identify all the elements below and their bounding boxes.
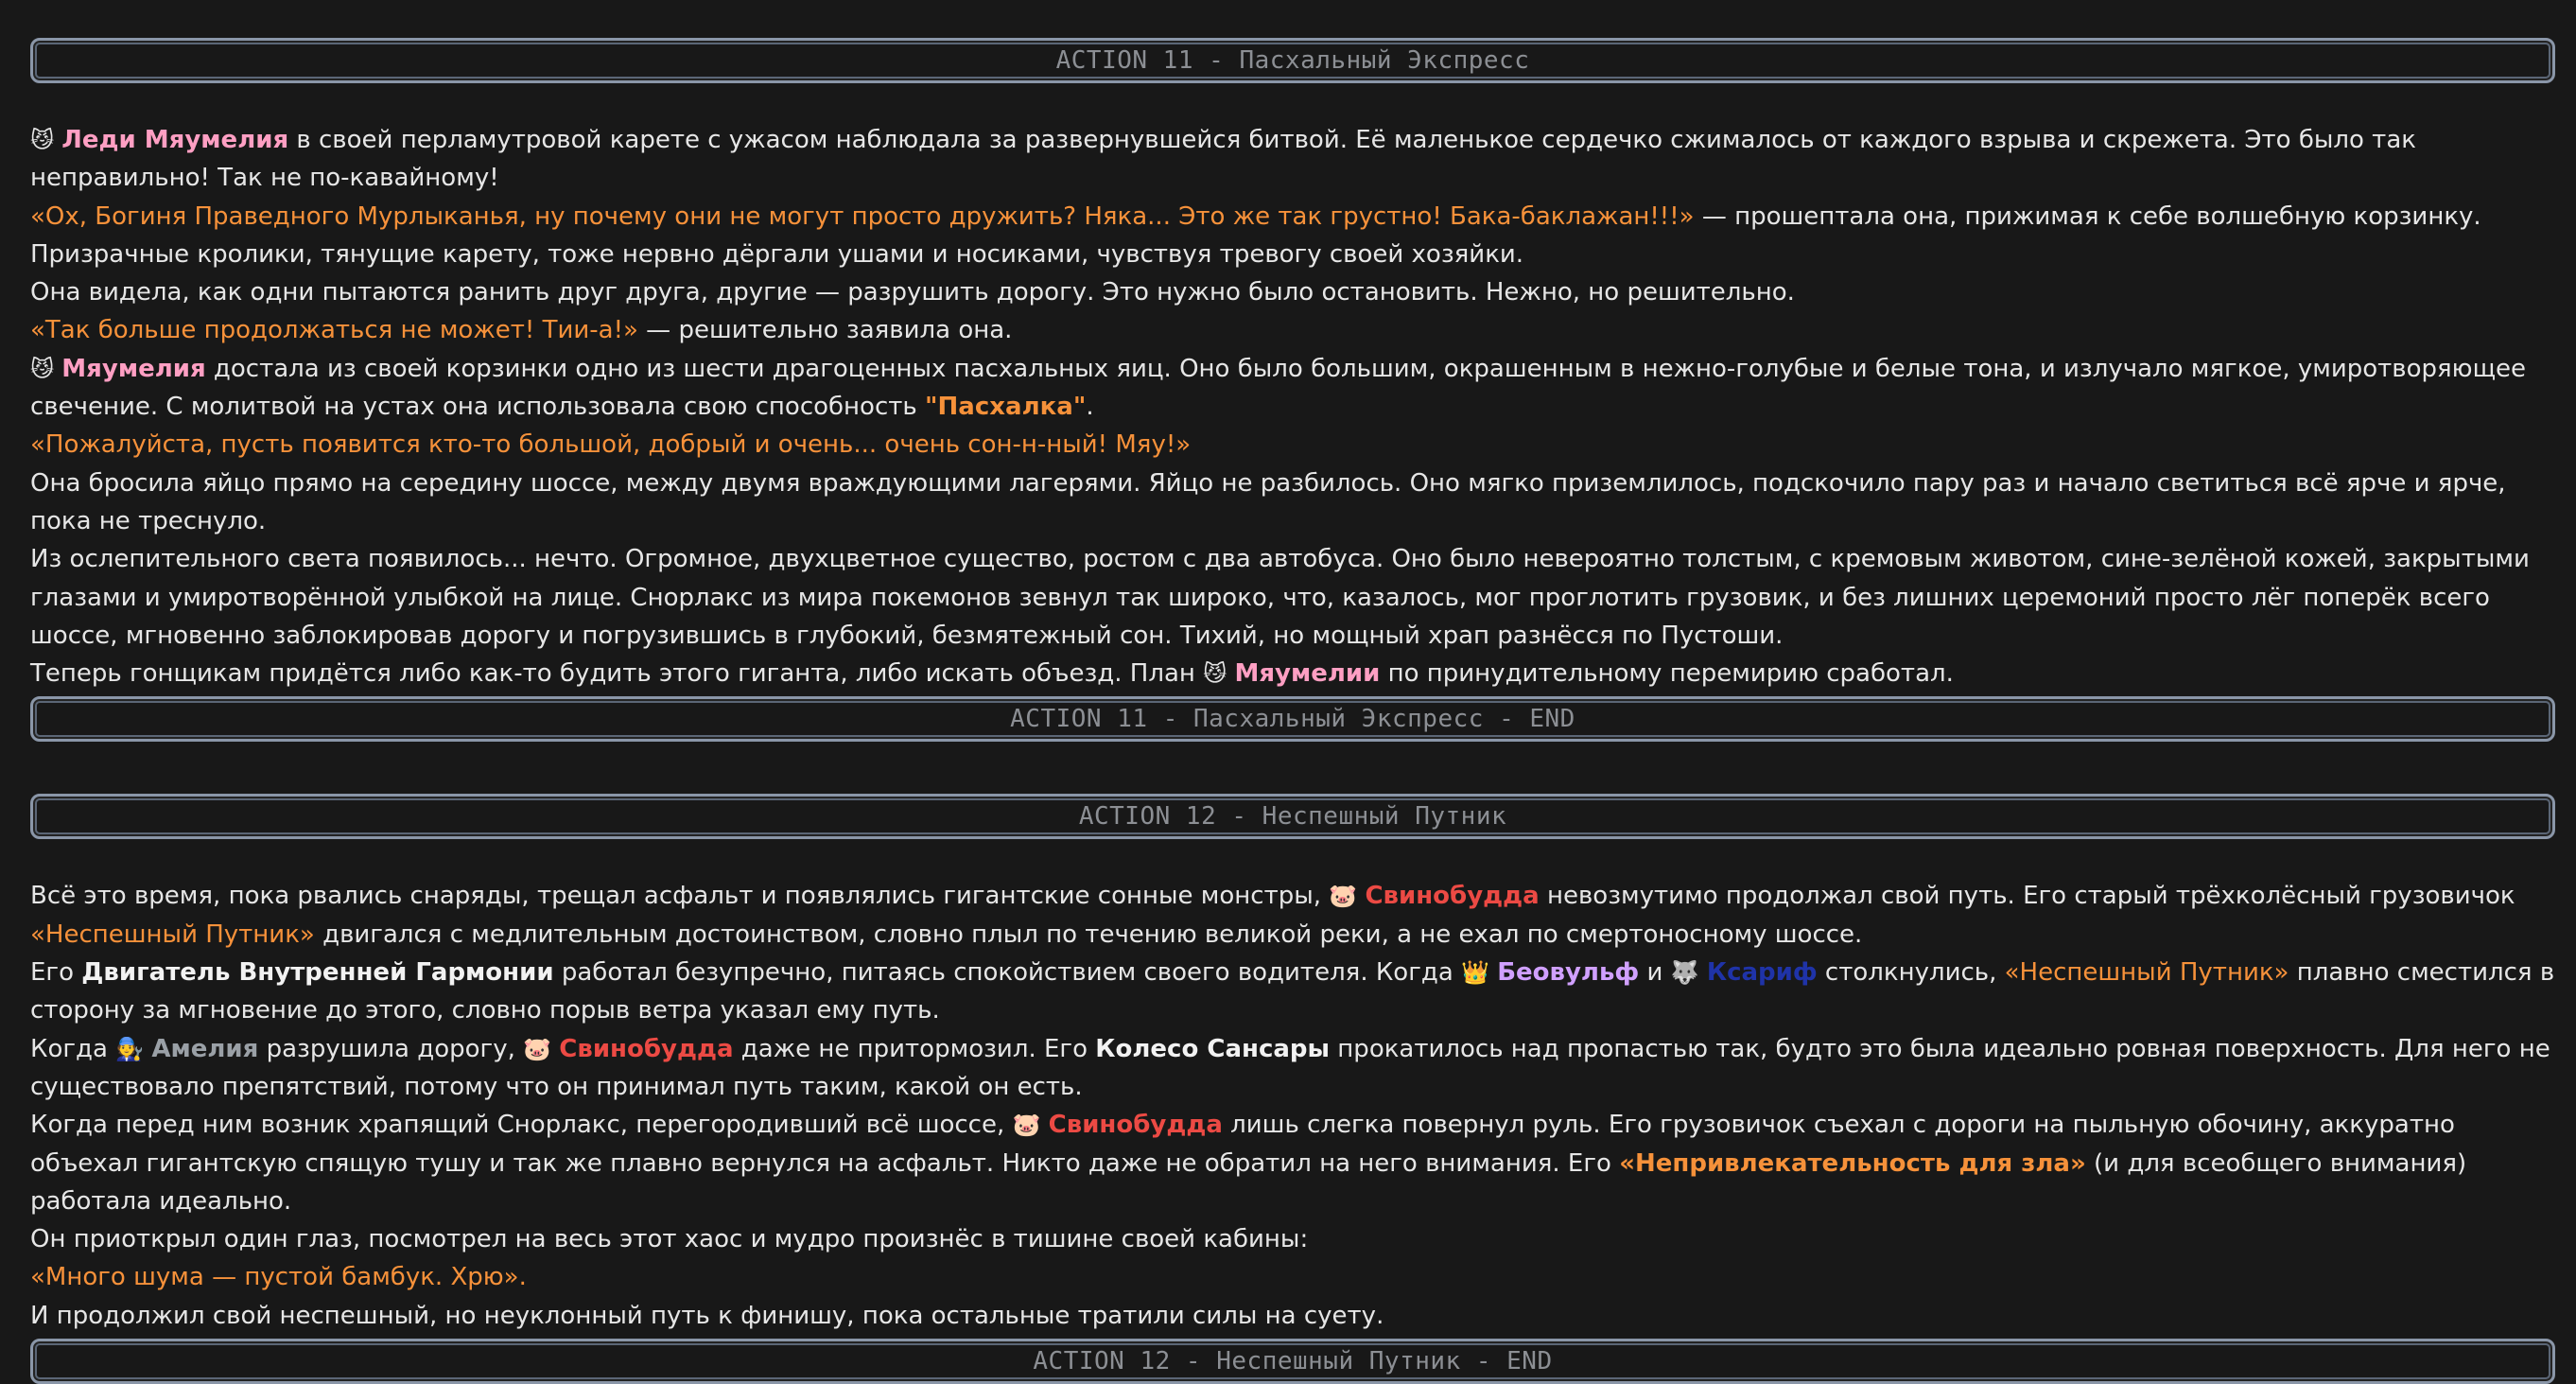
narration: — решительно заявила она. [637,316,1013,345]
narration: столкнулись, [1817,958,2005,988]
quote-paragraph: «Пожалуйста, пусть появится кто-то большой, добрый и очень... очень сон-н-ный! Мяу!» [30,430,1192,460]
paragraph: И продолжил свой неспешный, но неуклонный путь к финишу, пока остальные тратили силы на суету. [30,1301,1384,1330]
narration: в своей перламутровой карете с ужасом наблюдала за развернувшейся битвой. Её маленькое сердечко сжималось от каждого взрыва и скрежета. Это было так неправильно! Так не по-кавайному! [30,126,2416,193]
paragraph: Из ослепительного света появилось... нечто. Огромное, двухцветное существо, ростом с два автобуса. Оно было невероятно толстым, с кремовым животом, сине-зелёной кожей, закрытыми глазами и умиротворённой улыбкой на лице. Снорлакс из мира покемонов зевнул так широко, что, казалось, мог проглотить грузовик, и без лишних церемоний просто лёг поперёк всего шоссе, мгновенно заблокировав дорогу и погрузившись в глубокий, безмятежный сон. Тихий, но мощный храп разнёсся по Пустоши. [30,545,2530,650]
narration: — прошептала она, прижимая к себе волшебную корзинку. Призрачные кролики, тянущие карету, тоже нервно дёргали ушами и носиками, чувствуя тревогу своей хозяйки. [30,201,2481,269]
narration: двигался с медлительным достоинством, словно плыл по течению великой реки, а не ехал по смертоносному шоссе. [314,920,1863,949]
paragraph [30,350,2555,427]
item-name: Колесо Сансары [1095,1034,1331,1063]
paragraph [30,311,2555,349]
cat-face-icon: 😼 [30,355,55,382]
paragraph [30,954,2555,1030]
narration: (и для всеобщего внимания) работала идеально. [30,1148,2467,1216]
ability-name: «Непривлекательность для зла» [1619,1148,2086,1178]
vehicle-name: «Неспешный Путник» [30,920,315,949]
narration: разрушила дорогу, [258,1034,524,1063]
narration: плавно сместился в сторону за мгновение до этого, словно порыв ветра указал ему путь. [30,958,2555,1025]
narration: прокатилось над пропастью так, будто это была идеально ровная поверхность. Для него не существовало препятствий, потому что он принимал путь таким, какой он есть. [30,1034,2550,1101]
narration: Теперь гонщикам придётся либо как-то будить этого гиганта, либо искать объезд. План [30,659,1204,689]
paragraph [30,121,2555,198]
character-name: Беовульф [1497,958,1640,988]
vehicle-name: «Неспешный Путник» [2004,958,2289,988]
action-12-footer: ACTION 12 - Неспешный Путник - END [30,1339,2555,1384]
character-name: Леди Мяумелия [61,126,289,154]
pig-face-icon: 🐷 [1329,883,1358,910]
action-12-header: ACTION 12 - Неспешный Путник [30,794,2555,839]
narration: Когда перед ним возник храпящий Снорлакс, перегородивший всё шоссе, [30,1111,1013,1140]
quote-paragraph: «Много шума — пустой бамбук. Хрю». [30,1263,527,1292]
action-11-header: ACTION 11 - Пасхальный Экспресс [30,38,2555,83]
character-name: Мяумелии [1234,659,1381,689]
pig-face-icon: 🐷 [523,1035,552,1062]
narration: Когда [30,1034,116,1063]
character-name: Свинобудда [559,1034,734,1063]
narration: Его [30,958,82,988]
paragraph [30,198,2555,274]
narration: Всё это время, пока рвались снаряды, трещал асфальт и появлялись гигантские сонные монстры, [30,882,1330,911]
pig-face-icon: 🐷 [1012,1112,1041,1139]
action-11-footer: ACTION 11 - Пасхальный Экспресс - END [30,696,2555,742]
paragraph [30,1106,2555,1220]
action-12-text [30,877,2555,1335]
crown-icon: 👑 [1461,959,1489,987]
narration: лишь слегка повернул руль. Его грузовичок съехал с дороги на пыльную обочину, аккуратно объехал гигантскую спящую тушу и так же плавно вернулся на асфальт. Никто даже не обратил на него внимания. Его [30,1111,2455,1178]
narration: работал безупречно, питаясь спокойствием своего водителя. Когда [553,958,1462,988]
character-name: Ксариф [1706,958,1818,988]
character-name: Свинобудда [1048,1111,1223,1140]
character-name: Свинобудда [1365,882,1540,911]
paragraph [30,655,2555,692]
document-page [30,38,2555,1384]
paragraph: Она бросила яйцо прямо на середину шоссе, между двумя враждующими лагерями. Яйцо не разбилось. Оно мягко приземлилось, подскочило пару раз и начало светиться всё ярче и ярче, пока не треснуло. [30,468,2506,535]
cat-face-icon: 😼 [1203,660,1227,688]
narration: . [1086,393,1094,422]
narration: по принудительному перемирию сработал. [1380,659,1954,689]
section-gap [30,742,2555,794]
quote: «Ох, Богиня Праведного Мурлыканья, ну почему они не могут просто дружить? Няка... Это же так грустно! Бака-баклажан!!!» [30,201,1695,231]
narration: и [1639,958,1671,988]
ability-name: "Пасхалка" [925,393,1087,422]
narration: невозмутимо продолжал свой путь. Его старый трёхколёсный грузовичок [1539,882,2515,911]
paragraph [30,1030,2555,1107]
item-name: Двигатель Внутренней Гармонии [81,958,554,988]
paragraph: Она видела, как одни пытаются ранить друг друга, другие — разрушить дорогу. Это нужно было остановить. Нежно, но решительно. [30,278,1795,307]
paragraph [30,877,2555,954]
quote: «Так больше продолжаться не может! Тии-а!» [30,316,638,345]
narration: достала из своей корзинки одно из шести драгоценных пасхальных яиц. Оно было большим, окрашенным в нежно-голубые и белые тона, и излучало мягкое, умиротворяющее свечение. С молитвой на устах она использовала свою способность [30,354,2527,422]
character-name: Амелия [151,1034,259,1063]
wolf-icon: 🐺 [1670,959,1699,987]
cat-face-icon: 😼 [30,127,55,153]
narration: даже не притормозил. Его [733,1034,1096,1063]
paragraph: Он приоткрыл один глаз, посмотрел на весь этот хаос и мудро произнёс в тишине своей кабины: [30,1225,1309,1254]
character-name: Мяумелия [61,354,206,383]
action-11-text [30,121,2555,692]
mechanic-icon: 🧑‍🔧 [115,1035,145,1062]
